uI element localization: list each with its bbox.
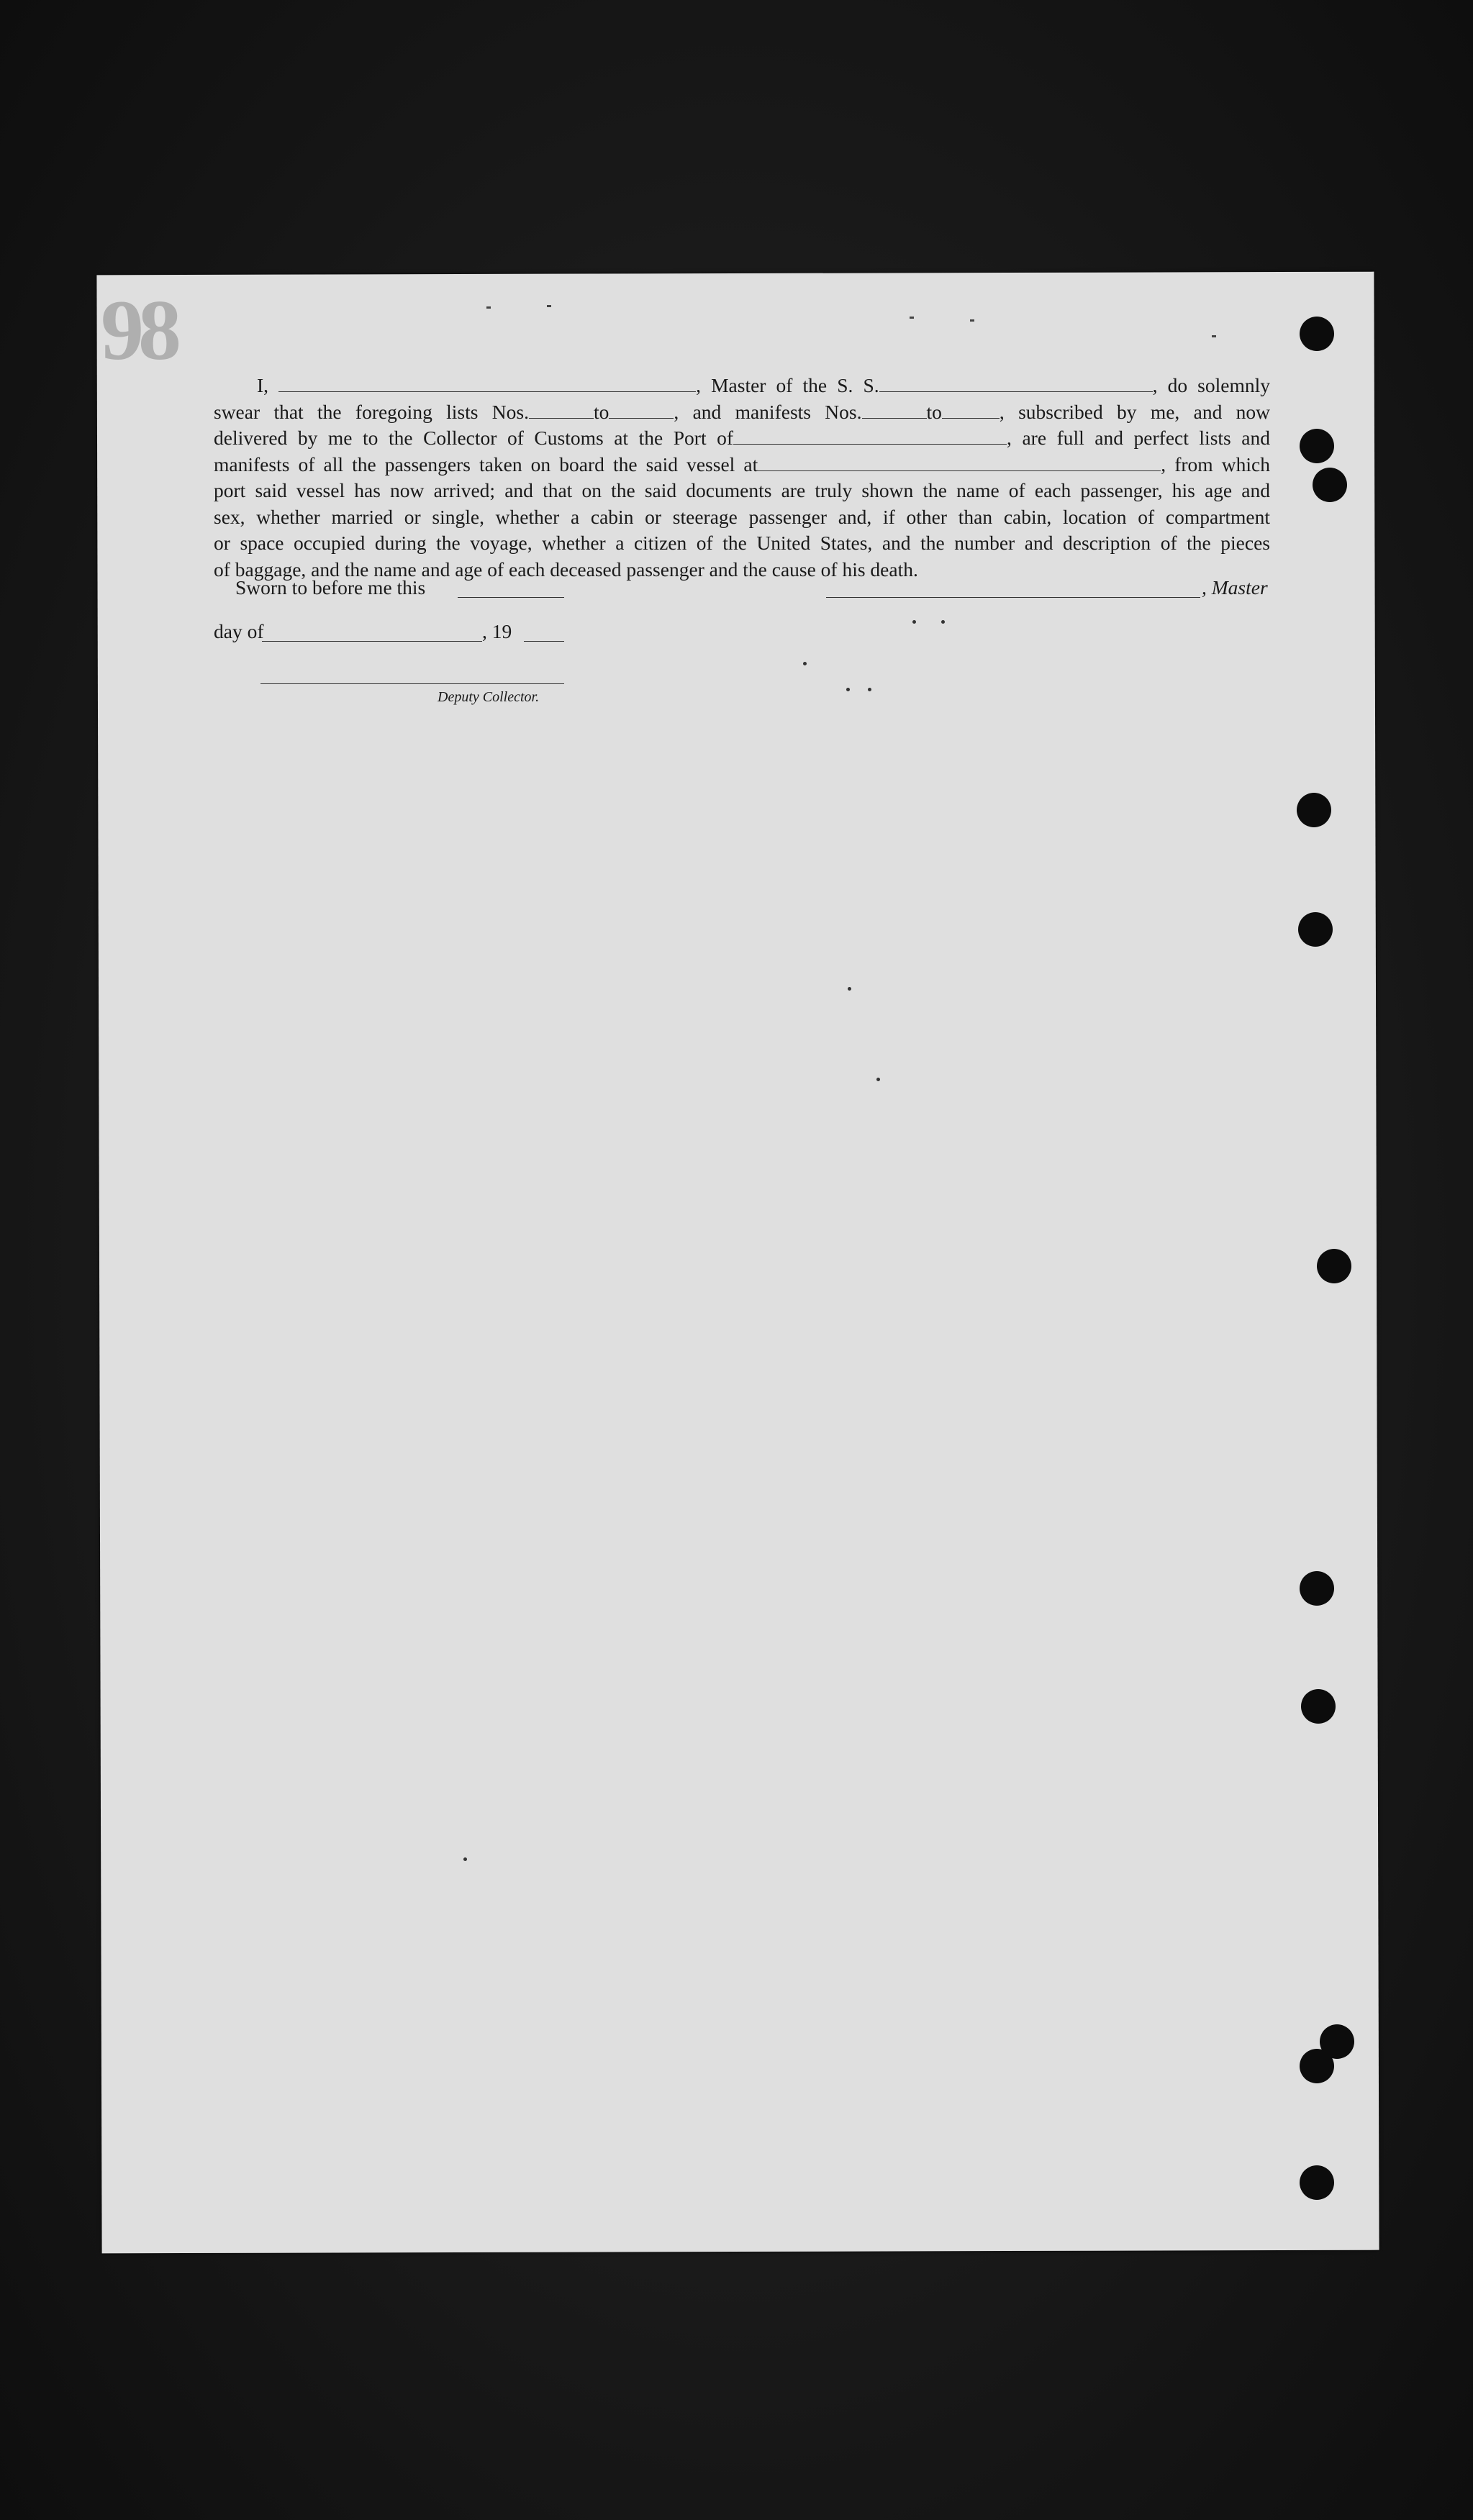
deputy-collector-signature-line bbox=[260, 683, 564, 684]
oath-line-4: manifests of all the passengers taken on board the said vessel at , from which bbox=[214, 452, 1270, 476]
year-blank bbox=[524, 641, 564, 642]
port-blank bbox=[733, 427, 1007, 445]
manifest-from-blank bbox=[862, 401, 927, 419]
day-of-label: day of bbox=[214, 620, 264, 642]
punch-hole bbox=[1300, 2049, 1334, 2083]
page-speck bbox=[868, 688, 871, 691]
page-speck bbox=[912, 620, 916, 624]
page-speck bbox=[848, 987, 851, 991]
page-number-stamp: 98 bbox=[101, 282, 176, 378]
page-speck bbox=[941, 620, 945, 624]
page-speck bbox=[547, 305, 551, 307]
punch-hole bbox=[1300, 429, 1334, 463]
oath-paragraph bbox=[214, 373, 1270, 583]
punch-hole bbox=[1317, 1249, 1351, 1283]
punch-hole bbox=[1301, 1689, 1336, 1724]
sworn-text: Sworn to before me this bbox=[235, 576, 426, 599]
punch-hole bbox=[1300, 2165, 1334, 2200]
oath-line-7: or space occupied during the voyage, whether a citizen of the United States, and the number and description of the pieces bbox=[214, 532, 1270, 554]
page-speck bbox=[486, 306, 491, 309]
master-label: , Master bbox=[1202, 576, 1268, 599]
master-signature-line bbox=[826, 597, 1200, 598]
deputy-collector-label: Deputy Collector. bbox=[438, 689, 540, 705]
year-prefix: , 19 bbox=[482, 620, 512, 642]
punch-hole bbox=[1298, 912, 1333, 947]
page-speck bbox=[876, 1078, 880, 1081]
punch-hole bbox=[1300, 1571, 1334, 1606]
list-from-blank bbox=[529, 401, 594, 419]
page-speck bbox=[803, 662, 807, 665]
punch-hole bbox=[1300, 317, 1334, 351]
page-speck bbox=[970, 319, 974, 322]
punch-hole bbox=[1313, 468, 1347, 502]
oath-line-6: sex, whether married or single, whether a cabin or steerage passenger and, if other than cabin, location of compartment bbox=[214, 505, 1270, 528]
page-speck bbox=[846, 688, 850, 691]
departure-port-blank bbox=[758, 453, 1161, 471]
page-speck bbox=[1212, 335, 1216, 337]
punch-hole bbox=[1297, 793, 1331, 827]
vessel-name-blank bbox=[879, 374, 1153, 392]
sworn-date-blank bbox=[458, 597, 564, 598]
oath-line-5: port said vessel has now arrived; and that on the said documents are truly shown the name of each passenger, his age and bbox=[214, 479, 1270, 501]
oath-line-3: delivered by me to the Collector of Customs at the Port of , are full and perfect lists and bbox=[214, 427, 1270, 449]
master-name-blank bbox=[278, 374, 696, 392]
month-blank bbox=[262, 641, 482, 642]
oath-line-2: swear that the foregoing lists Nos. to , and manifests Nos. to , subscribed by me, and now bbox=[214, 400, 1271, 423]
oath-line-1: I, , Master of the S. S. , do solemnly bbox=[257, 374, 1270, 396]
page-speck bbox=[463, 1857, 467, 1861]
page-speck bbox=[910, 317, 914, 319]
oath-line-8: of baggage, and the name and age of each deceased passenger and the cause of his death. bbox=[214, 558, 918, 581]
manifest-to-blank bbox=[942, 401, 1000, 419]
list-to-blank bbox=[609, 401, 674, 419]
